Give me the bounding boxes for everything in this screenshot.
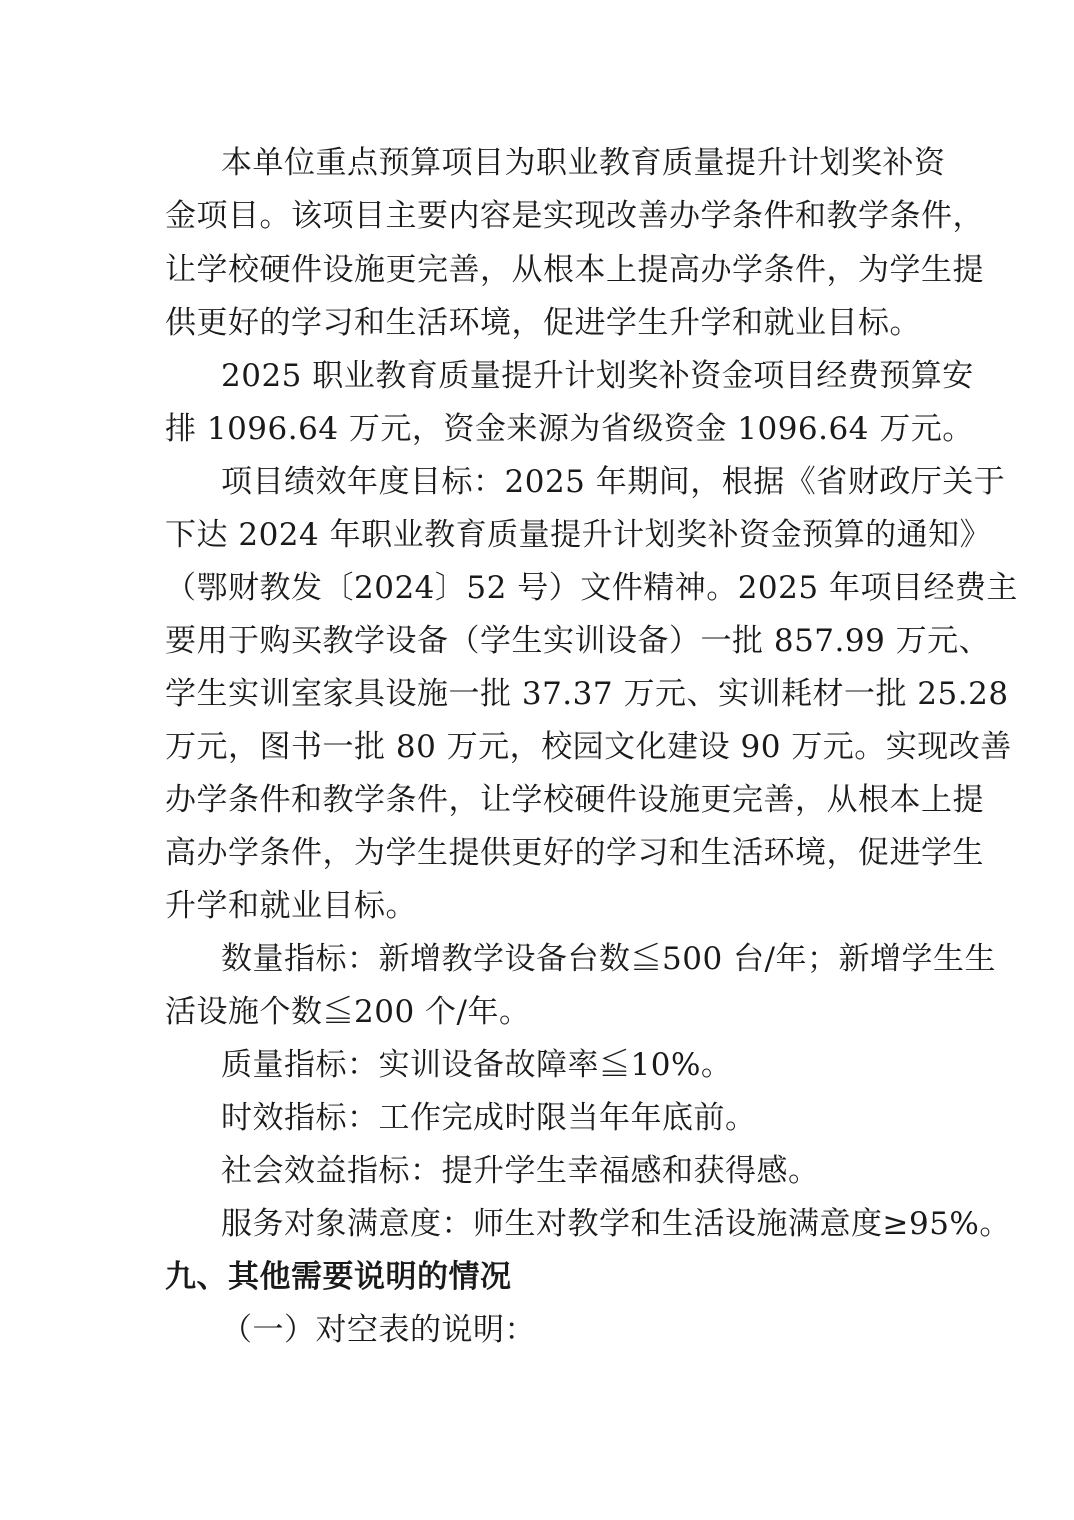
text-line: 学生实训室家具设施一批 37.37 万元、实训耗材一批 25.28 <box>165 676 1009 712</box>
text-line: 万元，图书一批 80 万元，校园文化建设 90 万元。实现改善 <box>165 729 1012 765</box>
text-line: 数量指标：新增教学设备台数≦500 台/年；新增学生生 <box>221 941 996 977</box>
text-line: 质量指标：实训设备故障率≦10%。 <box>221 1047 733 1083</box>
text-line: 高办学条件，为学生提供更好的学习和生活环境，促进学生 <box>165 835 984 871</box>
subsection-heading: （一）对空表的说明： <box>221 1312 536 1348</box>
text-line: （鄂财教发〔2024〕52 号）文件精神。2025 年项目经费主 <box>165 570 1018 606</box>
text-line: 办学条件和教学条件，让学校硬件设施更完善，从根本上提 <box>165 782 984 818</box>
text-line: 项目绩效年度目标：2025 年期间，根据《省财政厅关于 <box>221 464 1006 500</box>
text-line: 社会效益指标：提升学生幸福感和获得感。 <box>221 1153 820 1189</box>
text-line: 时效指标：工作完成时限当年年底前。 <box>221 1100 757 1136</box>
text-line: 排 1096.64 万元，资金来源为省级资金 1096.64 万元。 <box>165 411 974 447</box>
text-line: 供更好的学习和生活环境，促进学生升学和就业目标。 <box>165 305 921 341</box>
text-line: 要用于购买教学设备（学生实训设备）一批 857.99 万元、 <box>165 623 991 659</box>
text-line: 2025 职业教育质量提升计划奖补资金项目经费预算安 <box>221 358 974 394</box>
text-line: 服务对象满意度：师生对教学和生活设施满意度≥95%。 <box>221 1206 1011 1242</box>
text-line: 升学和就业目标。 <box>165 888 417 924</box>
text-line: 让学校硬件设施更完善，从根本上提高办学条件，为学生提 <box>165 252 984 288</box>
text-line: 金项目。该项目主要内容是实现改善办学条件和教学条件， <box>165 198 984 234</box>
section-heading: 九、其他需要说明的情况 <box>165 1259 512 1295</box>
text-line: 活设施个数≦200 个/年。 <box>165 994 531 1030</box>
text-line: 下达 2024 年职业教育质量提升计划奖补资金预算的通知》 <box>165 517 992 553</box>
text-line: 本单位重点预算项目为职业教育质量提升计划奖补资 <box>221 145 946 181</box>
